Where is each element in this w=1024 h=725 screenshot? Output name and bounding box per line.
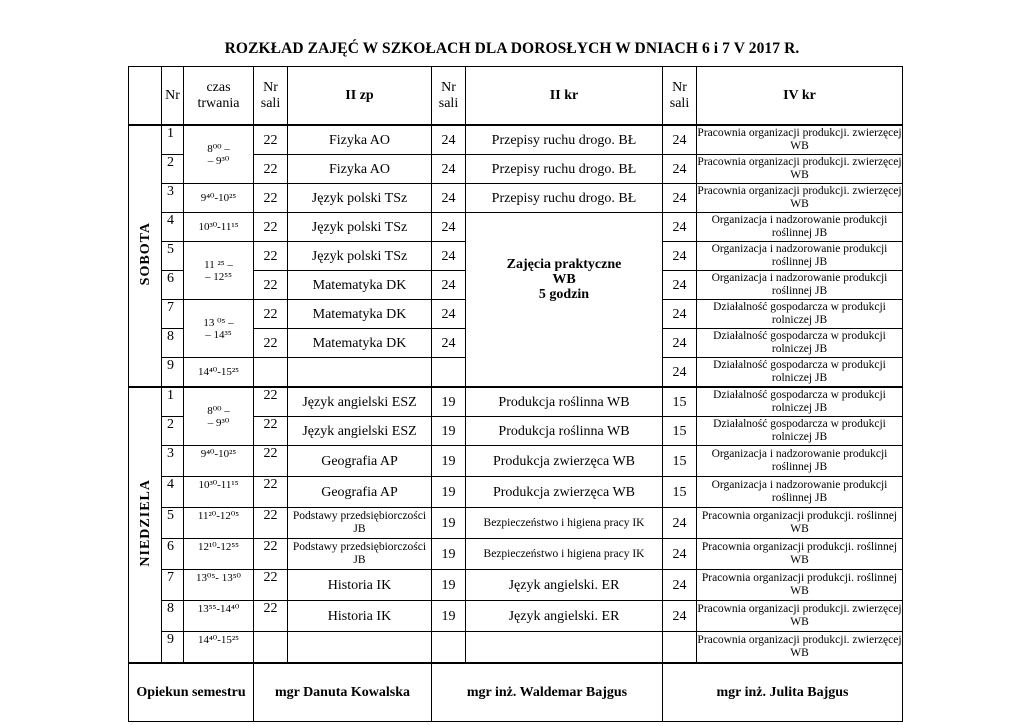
subject-group-3: Pracownia organizacji produkcji. zwierzęcej WB <box>697 601 903 632</box>
header-group-2: II kr <box>466 67 663 126</box>
header-nr-sali-3: Nr sali <box>663 67 697 126</box>
room-3: 24 <box>663 601 697 632</box>
room-2 <box>432 358 466 388</box>
subject-group-1: Język angielski ESZ <box>288 417 432 446</box>
lesson-time: 13 ⁰⁵ – – 14³⁵ <box>184 300 254 358</box>
subject-group-2: Język angielski. ER <box>466 570 663 601</box>
subject-group-1: Matematyka DK <box>288 329 432 358</box>
subject-group-3: Organizacja i nadzorowanie produkcji roślinnej JB <box>697 213 903 242</box>
room-2: 19 <box>432 539 466 570</box>
room-1: 22 <box>254 155 288 184</box>
room-3: 24 <box>663 329 697 358</box>
room-2: 19 <box>432 446 466 477</box>
subject-group-2: Bezpieczeństwo i higiena pracy IK <box>466 539 663 570</box>
lesson-time: 11²⁰-12⁰⁵ <box>184 508 254 539</box>
room-2: 24 <box>432 125 466 155</box>
room-1: 22 <box>254 271 288 300</box>
subject-group-3: Pracownia organizacji produkcji. roślinnej WB <box>697 539 903 570</box>
room-1: 22 <box>254 300 288 329</box>
day-name: SOBOTA <box>137 222 153 286</box>
subject-group-2: Bezpieczeństwo i higiena pracy IK <box>466 508 663 539</box>
room-2: 19 <box>432 601 466 632</box>
lesson-number: 3 <box>162 184 184 213</box>
subject-group-1: Geografia AP <box>288 446 432 477</box>
room-2: 24 <box>432 329 466 358</box>
room-3: 24 <box>663 508 697 539</box>
lesson-number: 6 <box>162 539 184 570</box>
table-row <box>129 184 903 213</box>
room-3: 24 <box>663 184 697 213</box>
subject-group-3: Pracownia organizacji produkcji. roślinnej WB <box>697 508 903 539</box>
room-2: 19 <box>432 570 466 601</box>
subject-group-3: Działalność gospodarcza w produkcji rolniczej JB <box>697 417 903 446</box>
room-1: 22 <box>254 213 288 242</box>
room-1: 22 <box>254 508 288 539</box>
room-3: 24 <box>663 358 697 388</box>
header-group-3: IV kr <box>697 67 903 126</box>
subject-group-3: Działalność gospodarcza w produkcji rolniczej JB <box>697 329 903 358</box>
room-1: 22 <box>254 242 288 271</box>
room-3: 24 <box>663 570 697 601</box>
subject-group-1: Język polski TSz <box>288 213 432 242</box>
subject-group-2: Przepisy ruchu drogo. BŁ <box>466 155 663 184</box>
table-row <box>129 125 903 155</box>
subject-group-1: Podstawy przedsiębiorczości JB <box>288 539 432 570</box>
subject-group-3: Organizacja i nadzorowanie produkcji roślinnej JB <box>697 271 903 300</box>
room-1: 22 <box>254 387 288 417</box>
subject-group-1 <box>288 358 432 388</box>
subject-group-1: Geografia AP <box>288 477 432 508</box>
subject-group-2: Produkcja zwierzęca WB <box>466 477 663 508</box>
lesson-time: 13⁰⁵- 13⁵⁰ <box>184 570 254 601</box>
subject-group-3: Organizacja i nadzorowanie produkcji roślinnej JB <box>697 242 903 271</box>
footer-label: Opiekun semestru <box>129 663 254 722</box>
lesson-number: 2 <box>162 417 184 446</box>
footer-row <box>129 663 903 722</box>
lesson-time: 14⁴⁰-15²⁵ <box>184 632 254 664</box>
lesson-number: 1 <box>162 387 184 417</box>
room-3: 24 <box>663 539 697 570</box>
room-2: 24 <box>432 184 466 213</box>
subject-group-1: Język angielski ESZ <box>288 387 432 417</box>
lesson-time: 8⁰⁰ – – 9³⁰ <box>184 125 254 184</box>
room-3 <box>663 632 697 664</box>
lesson-time: 13⁵⁵-14⁴⁰ <box>184 601 254 632</box>
subject-group-3: Pracownia organizacji produkcji. roślinnej WB <box>697 570 903 601</box>
room-3: 24 <box>663 242 697 271</box>
lesson-number: 7 <box>162 300 184 329</box>
room-3: 15 <box>663 417 697 446</box>
room-3: 24 <box>663 213 697 242</box>
practice-block <box>466 213 663 388</box>
room-3: 24 <box>663 271 697 300</box>
subject-group-1: Podstawy przedsiębiorczości JB <box>288 508 432 539</box>
table-row <box>129 213 903 242</box>
header-row <box>129 67 903 126</box>
room-1: 22 <box>254 184 288 213</box>
page-title: ROZKŁAD ZAJĘĆ W SZKOŁACH DLA DOROSŁYCH W DNIACH 6 i 7 V 2017 R. <box>224 40 800 57</box>
table-row <box>129 539 903 570</box>
day-label-0 <box>129 125 162 387</box>
room-1: 22 <box>254 539 288 570</box>
subject-group-1: Język polski TSz <box>288 184 432 213</box>
room-3: 15 <box>663 477 697 508</box>
lesson-number: 1 <box>162 125 184 155</box>
subject-group-2: Produkcja roślinna WB <box>466 417 663 446</box>
room-1: 22 <box>254 329 288 358</box>
room-1 <box>254 358 288 388</box>
lesson-number: 9 <box>162 358 184 388</box>
room-2: 19 <box>432 477 466 508</box>
subject-group-2: Język angielski. ER <box>466 601 663 632</box>
subject-group-1: Matematyka DK <box>288 271 432 300</box>
room-2: 19 <box>432 417 466 446</box>
subject-group-3: Działalność gospodarcza w produkcji rolniczej JB <box>697 358 903 388</box>
subject-group-3: Pracownia organizacji produkcji. zwierzęcej WB <box>697 125 903 155</box>
lesson-time: 9⁴⁰-10²⁵ <box>184 446 254 477</box>
table-row <box>129 601 903 632</box>
subject-group-3: Pracownia organizacji produkcji. zwierzęcej WB <box>697 632 903 664</box>
lesson-time: 8⁰⁰ – – 9³⁰ <box>184 387 254 446</box>
lesson-number: 3 <box>162 446 184 477</box>
room-1: 22 <box>254 446 288 477</box>
room-2: 24 <box>432 271 466 300</box>
table-row <box>129 387 903 417</box>
subject-group-1 <box>288 632 432 664</box>
room-1: 22 <box>254 570 288 601</box>
tutor-group-3: mgr inż. Julita Bajgus <box>663 663 903 722</box>
lesson-number: 5 <box>162 508 184 539</box>
lesson-time: 9⁴⁰-10²⁵ <box>184 184 254 213</box>
subject-group-2: Produkcja zwierzęca WB <box>466 446 663 477</box>
day-name: NIEDZIELA <box>137 479 153 567</box>
lesson-number: 8 <box>162 329 184 358</box>
room-2: 24 <box>432 213 466 242</box>
header-group-1: II zp <box>288 67 432 126</box>
lesson-number: 9 <box>162 632 184 664</box>
lesson-number: 8 <box>162 601 184 632</box>
table-row <box>129 570 903 601</box>
subject-group-3: Organizacja i nadzorowanie produkcji roślinnej JB <box>697 477 903 508</box>
subject-group-3: Pracownia organizacji produkcji. zwierzęcej WB <box>697 155 903 184</box>
room-2 <box>432 632 466 664</box>
lesson-number: 4 <box>162 213 184 242</box>
lesson-time: 14⁴⁰-15²⁵ <box>184 358 254 388</box>
header-czas: czas trwania <box>184 67 254 126</box>
room-1: 22 <box>254 125 288 155</box>
header-blank <box>129 67 162 126</box>
subject-group-1: Fizyka AO <box>288 155 432 184</box>
room-3: 24 <box>663 300 697 329</box>
room-3: 15 <box>663 387 697 417</box>
lesson-time: 10³⁰-11¹⁵ <box>184 213 254 242</box>
room-2: 24 <box>432 300 466 329</box>
subject-group-3: Działalność gospodarcza w produkcji rolniczej JB <box>697 387 903 417</box>
lesson-time: 10³⁰-11¹⁵ <box>184 477 254 508</box>
room-1 <box>254 632 288 664</box>
subject-group-3: Działalność gospodarcza w produkcji rolniczej JB <box>697 300 903 329</box>
subject-group-1: Historia IK <box>288 570 432 601</box>
room-1: 22 <box>254 477 288 508</box>
practice-label: Zajęcia praktyczne WB 5 godzin <box>506 257 622 302</box>
room-2: 24 <box>432 155 466 184</box>
header-nr: Nr <box>162 67 184 126</box>
schedule-table <box>128 66 903 722</box>
room-2: 24 <box>432 242 466 271</box>
room-2: 19 <box>432 508 466 539</box>
lesson-time: 11 ²⁵ – – 12⁵⁵ <box>184 242 254 300</box>
lesson-number: 4 <box>162 477 184 508</box>
lesson-number: 6 <box>162 271 184 300</box>
subject-group-1: Historia IK <box>288 601 432 632</box>
lesson-number: 7 <box>162 570 184 601</box>
room-1: 22 <box>254 601 288 632</box>
tutor-group-1: mgr Danuta Kowalska <box>254 663 432 722</box>
table-row <box>129 632 903 664</box>
lesson-number: 2 <box>162 155 184 184</box>
room-3: 15 <box>663 446 697 477</box>
header-nr-sali-1: Nr sali <box>254 67 288 126</box>
subject-group-1: Matematyka DK <box>288 300 432 329</box>
table-row <box>129 446 903 477</box>
room-2: 19 <box>432 387 466 417</box>
subject-group-3: Pracownia organizacji produkcji. zwierzęcej WB <box>697 184 903 213</box>
room-3: 24 <box>663 125 697 155</box>
subject-group-2: Produkcja roślinna WB <box>466 387 663 417</box>
subject-group-2: Przepisy ruchu drogo. BŁ <box>466 184 663 213</box>
subject-group-1: Fizyka AO <box>288 125 432 155</box>
table-row <box>129 508 903 539</box>
header-nr-sali-2: Nr sali <box>432 67 466 126</box>
lesson-number: 5 <box>162 242 184 271</box>
lesson-time: 12¹⁰-12⁵⁵ <box>184 539 254 570</box>
subject-group-1: Język polski TSz <box>288 242 432 271</box>
subject-group-2: Przepisy ruchu drogo. BŁ <box>466 125 663 155</box>
subject-group-2 <box>466 632 663 664</box>
tutor-group-2: mgr inż. Waldemar Bajgus <box>432 663 663 722</box>
room-1: 22 <box>254 417 288 446</box>
day-label-1 <box>129 387 162 663</box>
subject-group-3: Organizacja i nadzorowanie produkcji roślinnej JB <box>697 446 903 477</box>
room-3: 24 <box>663 155 697 184</box>
table-row <box>129 477 903 508</box>
